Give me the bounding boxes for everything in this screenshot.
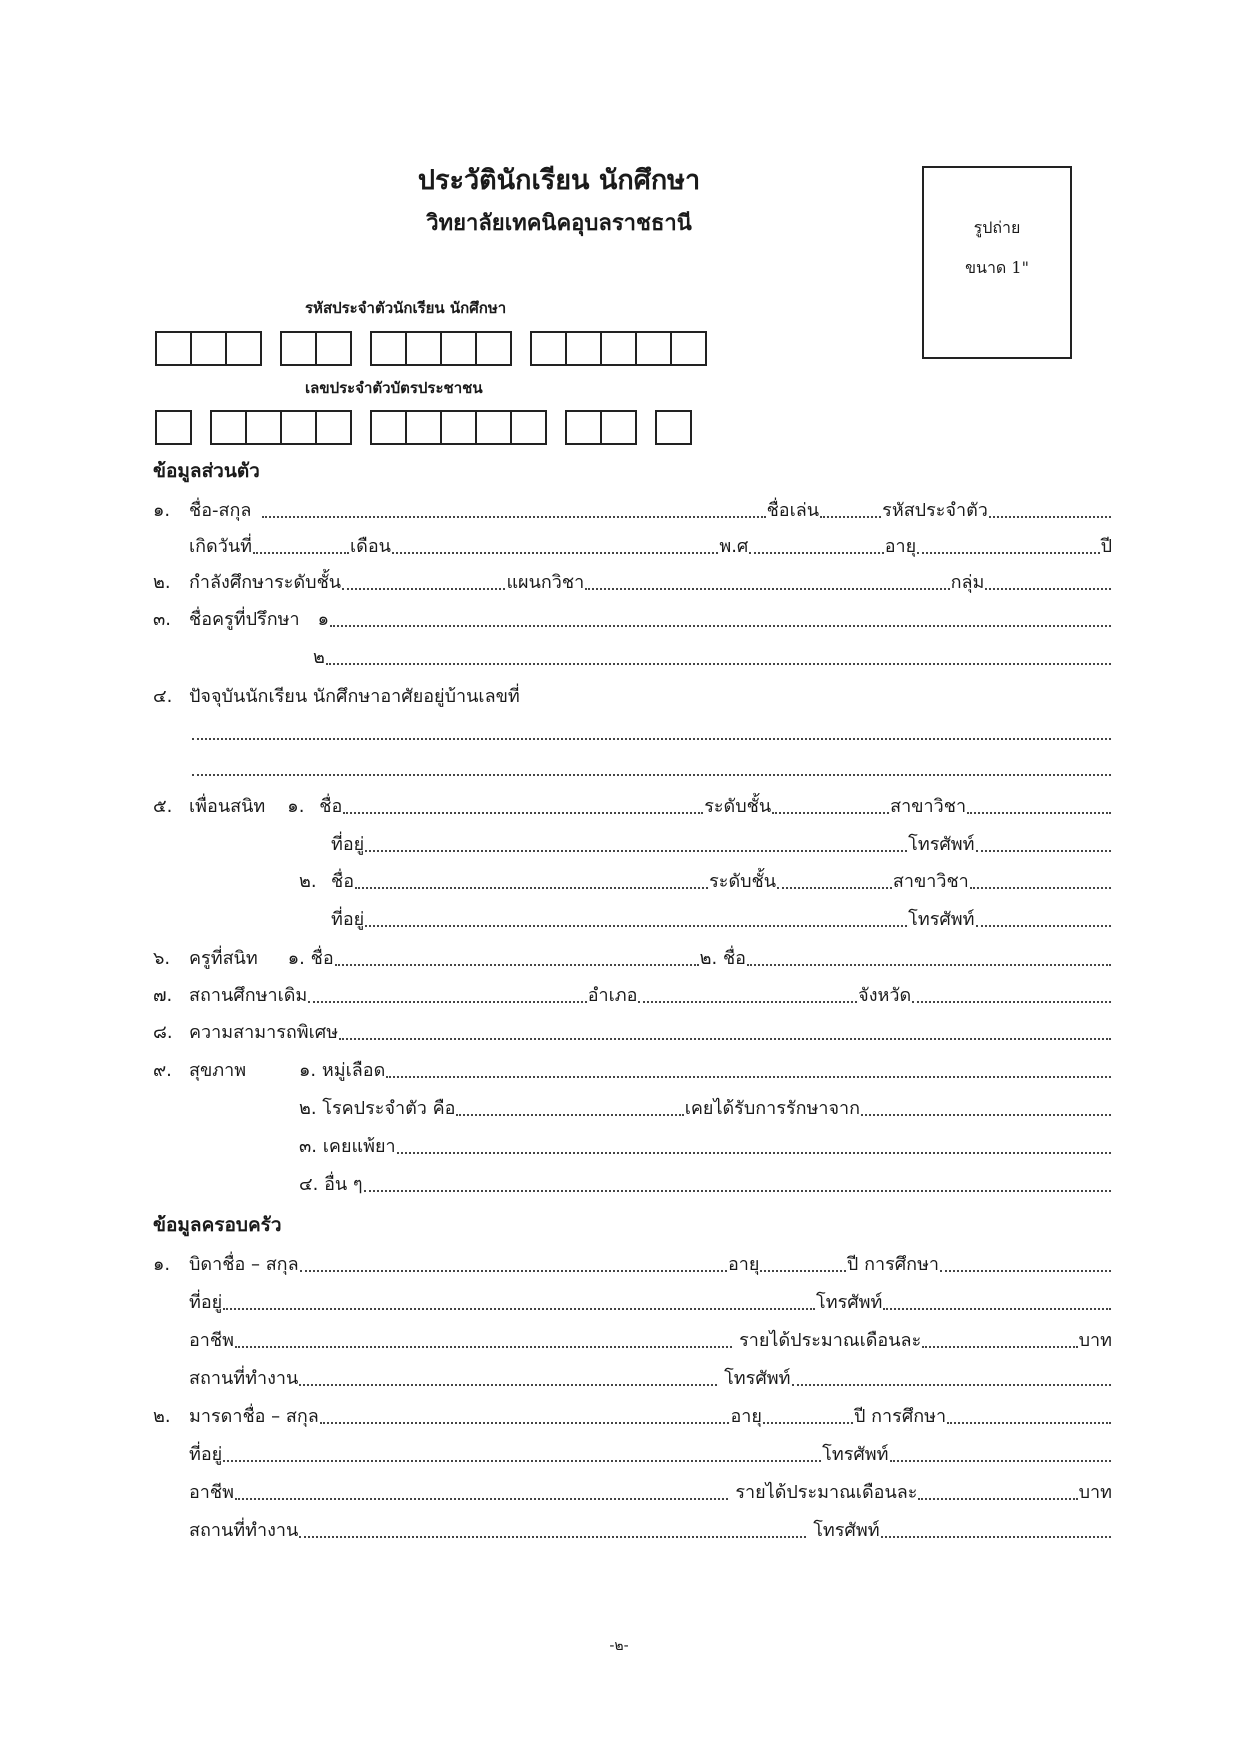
mother-phone-label: โทรศัพท์ [822, 1444, 889, 1465]
friend-2-level-label: ระดับชั้น [709, 871, 777, 892]
row-mother-name [153, 1400, 1112, 1430]
advisor-2-number: ๒ [313, 647, 325, 668]
address-field-2[interactable] [192, 774, 1111, 776]
mother-phone-field[interactable] [890, 1460, 1111, 1462]
chronic-disease-label: ๒. โรคประจำตัว คือ [299, 1098, 456, 1119]
father-age-field[interactable] [760, 1270, 845, 1272]
item-number: ๓. [153, 609, 172, 630]
blood-type-label: ๑. หมู่เลือด [299, 1060, 386, 1081]
national-id-digit-box[interactable] [405, 410, 442, 445]
friend-2-number: ๒. [299, 871, 317, 892]
level-label: กำลังศึกษาระดับชั้น [189, 572, 342, 593]
health-label: สุขภาพ [189, 1060, 247, 1081]
blood-type-field[interactable] [386, 1076, 1111, 1078]
birth-month-field[interactable] [392, 552, 718, 554]
friend-1-number: ๑. [287, 796, 305, 817]
national-id-digit-box[interactable] [510, 410, 547, 445]
father-education-label: ปี การศึกษา [846, 1254, 940, 1275]
province-label: จังหวัด [858, 985, 912, 1006]
photo-label: รูปถ่าย [973, 218, 1021, 237]
row-health-disease [299, 1092, 1112, 1122]
row-health-allergy [299, 1130, 1112, 1160]
row-father-name [153, 1248, 1112, 1278]
national-id-group [370, 410, 547, 445]
mother-income-unit: บาท [1078, 1482, 1112, 1503]
row-study-level [153, 566, 1112, 596]
mother-education-field[interactable] [947, 1422, 1111, 1424]
student-id-digit-box[interactable] [530, 331, 567, 366]
national-id-digit-box[interactable] [475, 410, 512, 445]
row-advisor-1 [153, 603, 1112, 633]
address-field-1[interactable] [192, 738, 1111, 740]
mother-name-field[interactable] [320, 1422, 730, 1424]
row-special-ability [153, 1016, 1112, 1046]
nickname-field[interactable] [820, 516, 881, 518]
health-other-field[interactable] [364, 1190, 1111, 1192]
national-id-digit-box[interactable] [440, 410, 477, 445]
chronic-disease-field[interactable] [456, 1114, 683, 1116]
father-education-field[interactable] [940, 1270, 1111, 1272]
student-id-group [280, 331, 352, 366]
student-id-digit-box[interactable] [475, 331, 512, 366]
father-workplace-label: สถานที่ทำงาน [189, 1368, 299, 1389]
mother-name-label: มารดาชื่อ – สกุล [189, 1406, 319, 1427]
student-id-digit-box[interactable] [565, 331, 602, 366]
full-name-label: ชื่อ-สกุล [189, 500, 252, 521]
birth-year-label: พ.ศ [719, 536, 749, 557]
row-mother-job [189, 1476, 1112, 1506]
national-id-digit-box[interactable] [245, 410, 282, 445]
photo-size: ขนาด 1" [965, 258, 1029, 277]
row-father-job [189, 1324, 1112, 1354]
student-id-digit-box[interactable] [190, 331, 227, 366]
national-id-boxes [155, 410, 692, 445]
previous-school-field[interactable] [308, 1001, 586, 1003]
mother-work-phone-field[interactable] [881, 1536, 1111, 1538]
row-father-address [189, 1286, 1112, 1316]
birth-day-field[interactable] [253, 552, 349, 554]
father-name-label: บิดาชื่อ – สกุล [189, 1254, 299, 1275]
department-label: แผนกวิชา [506, 572, 585, 593]
father-occupation-field[interactable] [235, 1346, 732, 1348]
mother-work-phone-label: โทรศัพท์ [813, 1520, 880, 1541]
item-number: ๖. [153, 948, 171, 969]
row-close-teacher [153, 942, 1112, 972]
student-id-label: รหัสประจำตัวนักเรียน นักศึกษา [305, 299, 507, 317]
drug-allergy-field[interactable] [397, 1152, 1111, 1154]
father-address-label: ที่อยู่ [189, 1292, 223, 1313]
row-birth [189, 530, 1112, 560]
row-health-blood [153, 1054, 1112, 1084]
advisor-2-field[interactable] [326, 663, 1111, 665]
item-number: ๕. [153, 796, 173, 817]
advisor-1-field[interactable] [330, 625, 1111, 627]
birth-year-field[interactable] [749, 552, 883, 554]
national-id-digit-box[interactable] [655, 410, 692, 445]
national-id-group [155, 410, 192, 445]
friend-2-name-label: ชื่อ [331, 871, 355, 892]
close-teacher-label: ครูที่สนิท [189, 948, 258, 969]
friend-1-level-label: ระดับชั้น [704, 796, 772, 817]
national-id-group [655, 410, 692, 445]
father-address-field[interactable] [223, 1308, 815, 1310]
department-field[interactable] [585, 588, 949, 590]
row-address-line-2 [191, 752, 1112, 782]
district-field[interactable] [638, 1001, 857, 1003]
row-address-line-1 [191, 716, 1112, 746]
teacher-1-label: ๑. ชื่อ [287, 948, 334, 969]
father-phone-label: โทรศัพท์ [816, 1292, 883, 1313]
mother-workplace-label: สถานที่ทำงาน [189, 1520, 299, 1541]
mother-workplace-field[interactable] [299, 1536, 806, 1538]
mother-age-field[interactable] [763, 1422, 853, 1424]
friend-2-address-field[interactable] [365, 925, 907, 927]
row-friend-1-address [331, 828, 1112, 858]
friend-1-phone-label: โทรศัพท์ [908, 834, 975, 855]
mother-income-field[interactable] [918, 1498, 1077, 1500]
mother-education-label: ปี การศึกษา [854, 1406, 947, 1427]
teacher-1-field[interactable] [335, 964, 699, 966]
friend-1-name-label: ชื่อ [319, 796, 343, 817]
address-label: ปัจจุบันนักเรียน นักศึกษาอาศัยอยู่บ้านเลขที่ [189, 686, 520, 707]
level-field[interactable] [342, 588, 505, 590]
friend-1-address-field[interactable] [365, 850, 907, 852]
page-number: -๒- [609, 1638, 629, 1654]
row-friend-2 [299, 865, 1112, 895]
friend-1-name-field[interactable] [343, 812, 703, 814]
row-friend-2-address [331, 903, 1112, 933]
full-name-field[interactable] [262, 516, 765, 518]
friend-1-phone-field[interactable] [976, 850, 1111, 852]
mother-occupation-field[interactable] [235, 1498, 728, 1500]
treated-by-label: เคยได้รับการรักษาจาก [684, 1098, 861, 1119]
birth-day-label: เกิดวันที่ [189, 536, 253, 557]
father-phone-field[interactable] [883, 1308, 1111, 1310]
mother-address-label: ที่อยู่ [189, 1444, 223, 1465]
friend-2-name-field[interactable] [355, 887, 708, 889]
friend-2-phone-label: โทรศัพท์ [908, 909, 975, 930]
row-friend-1 [153, 790, 1112, 820]
birth-month-label: เดือน [350, 536, 391, 557]
nickname-label: ชื่อเล่น [766, 500, 820, 521]
previous-school-label: สถานศึกษาเดิม [189, 985, 308, 1006]
family-info-heading: ข้อมูลครอบครัว [153, 1214, 282, 1236]
close-friend-label: เพื่อนสนิท [189, 796, 266, 817]
student-code-field[interactable] [989, 516, 1111, 518]
student-id-digit-box[interactable] [440, 331, 477, 366]
friend-2-major-field[interactable] [970, 887, 1111, 889]
student-id-digit-box[interactable] [635, 331, 672, 366]
national-id-digit-box[interactable] [315, 410, 352, 445]
row-father-work [189, 1362, 1112, 1392]
item-number: ๘. [153, 1022, 173, 1043]
drug-allergy-label: ๓. เคยแพ้ยา [299, 1136, 396, 1157]
age-field[interactable] [917, 552, 1099, 554]
father-income-label: รายได้ประมาณเดือนละ [739, 1330, 922, 1351]
father-work-phone-field[interactable] [792, 1384, 1112, 1386]
student-id-digit-box[interactable] [670, 331, 707, 366]
item-number: ๒. [153, 1406, 171, 1427]
special-ability-label: ความสามารถพิเศษ [189, 1022, 339, 1043]
friend-1-address-label: ที่อยู่ [331, 834, 365, 855]
row-previous-school [153, 979, 1112, 1009]
friend-2-address-label: ที่อยู่ [331, 909, 365, 930]
mother-income-label: รายได้ประมาณเดือนละ [735, 1482, 918, 1503]
student-code-label: รหัสประจำตัว [882, 500, 988, 521]
health-other-label: ๔. อื่น ๆ [299, 1174, 363, 1195]
treated-by-field[interactable] [861, 1114, 1111, 1116]
college-name: วิทยาลัยเทคนิคอุบลราชธานี [426, 211, 692, 236]
group-field[interactable] [985, 588, 1111, 590]
item-number: ๑. [153, 500, 171, 521]
advisor-label: ชื่อครูที่ปรึกษา [189, 609, 300, 630]
age-label: อายุ [884, 536, 917, 557]
student-id-digit-box[interactable] [225, 331, 262, 366]
mother-occupation-label: อาชีพ [189, 1482, 234, 1503]
student-id-digit-box[interactable] [155, 331, 192, 366]
father-income-unit: บาท [1078, 1330, 1112, 1351]
advisor-1-number: ๑ [317, 609, 330, 630]
student-id-digit-box[interactable] [600, 331, 637, 366]
student-id-group [370, 331, 512, 366]
friend-2-level-field[interactable] [777, 887, 892, 889]
student-id-digit-box[interactable] [405, 331, 442, 366]
special-ability-field[interactable] [339, 1038, 1111, 1040]
student-id-digit-box[interactable] [280, 331, 317, 366]
student-id-boxes [155, 331, 707, 366]
national-id-digit-box[interactable] [370, 410, 407, 445]
row-advisor-2 [313, 641, 1112, 671]
national-id-digit-box[interactable] [600, 410, 637, 445]
district-label: อำเภอ [587, 985, 638, 1006]
group-label: กลุ่ม [950, 572, 985, 593]
national-id-group [210, 410, 352, 445]
mother-address-field[interactable] [223, 1460, 821, 1462]
mother-age-label: อายุ [730, 1406, 762, 1427]
friend-2-phone-field[interactable] [976, 925, 1111, 927]
father-workplace-field[interactable] [299, 1384, 717, 1386]
photo-box[interactable] [922, 166, 1072, 359]
row-mother-work [189, 1514, 1112, 1544]
father-income-field[interactable] [922, 1346, 1077, 1348]
friend-1-major-label: สาขาวิชา [890, 796, 967, 817]
personal-info-heading: ข้อมูลส่วนตัว [153, 460, 260, 482]
national-id-digit-box[interactable] [280, 410, 317, 445]
age-unit: ปี [1100, 536, 1112, 557]
father-work-phone-label: โทรศัพท์ [724, 1368, 791, 1389]
item-number: ๗. [153, 985, 173, 1006]
student-id-group [530, 331, 707, 366]
friend-1-major-field[interactable] [967, 812, 1111, 814]
student-id-digit-box[interactable] [315, 331, 352, 366]
teacher-2-field[interactable] [747, 964, 1111, 966]
national-id-group [565, 410, 637, 445]
item-number: ๙. [153, 1060, 172, 1081]
teacher-2-label: ๒. ชื่อ [699, 948, 746, 969]
item-number: ๑. [153, 1254, 171, 1275]
father-age-label: อายุ [727, 1254, 760, 1275]
national-id-digit-box[interactable] [155, 410, 192, 445]
row-address [153, 680, 1112, 710]
father-name-field[interactable] [300, 1270, 727, 1272]
national-id-label: เลขประจำตัวบัตรประชาชน [305, 379, 483, 397]
row-mother-address [189, 1438, 1112, 1468]
province-field[interactable] [912, 1001, 1111, 1003]
row-name [153, 494, 1112, 524]
national-id-digit-box[interactable] [210, 410, 247, 445]
friend-2-major-label: สาขาวิชา [892, 871, 969, 892]
item-number: ๒. [153, 572, 171, 593]
student-id-group [155, 331, 262, 366]
father-occupation-label: อาชีพ [189, 1330, 234, 1351]
friend-1-level-field[interactable] [772, 812, 889, 814]
student-id-digit-box[interactable] [370, 331, 407, 366]
item-number: ๔. [153, 686, 173, 707]
form-title: ประวัตินักเรียน นักศึกษา [417, 165, 701, 196]
national-id-digit-box[interactable] [565, 410, 602, 445]
row-health-other [299, 1168, 1112, 1198]
